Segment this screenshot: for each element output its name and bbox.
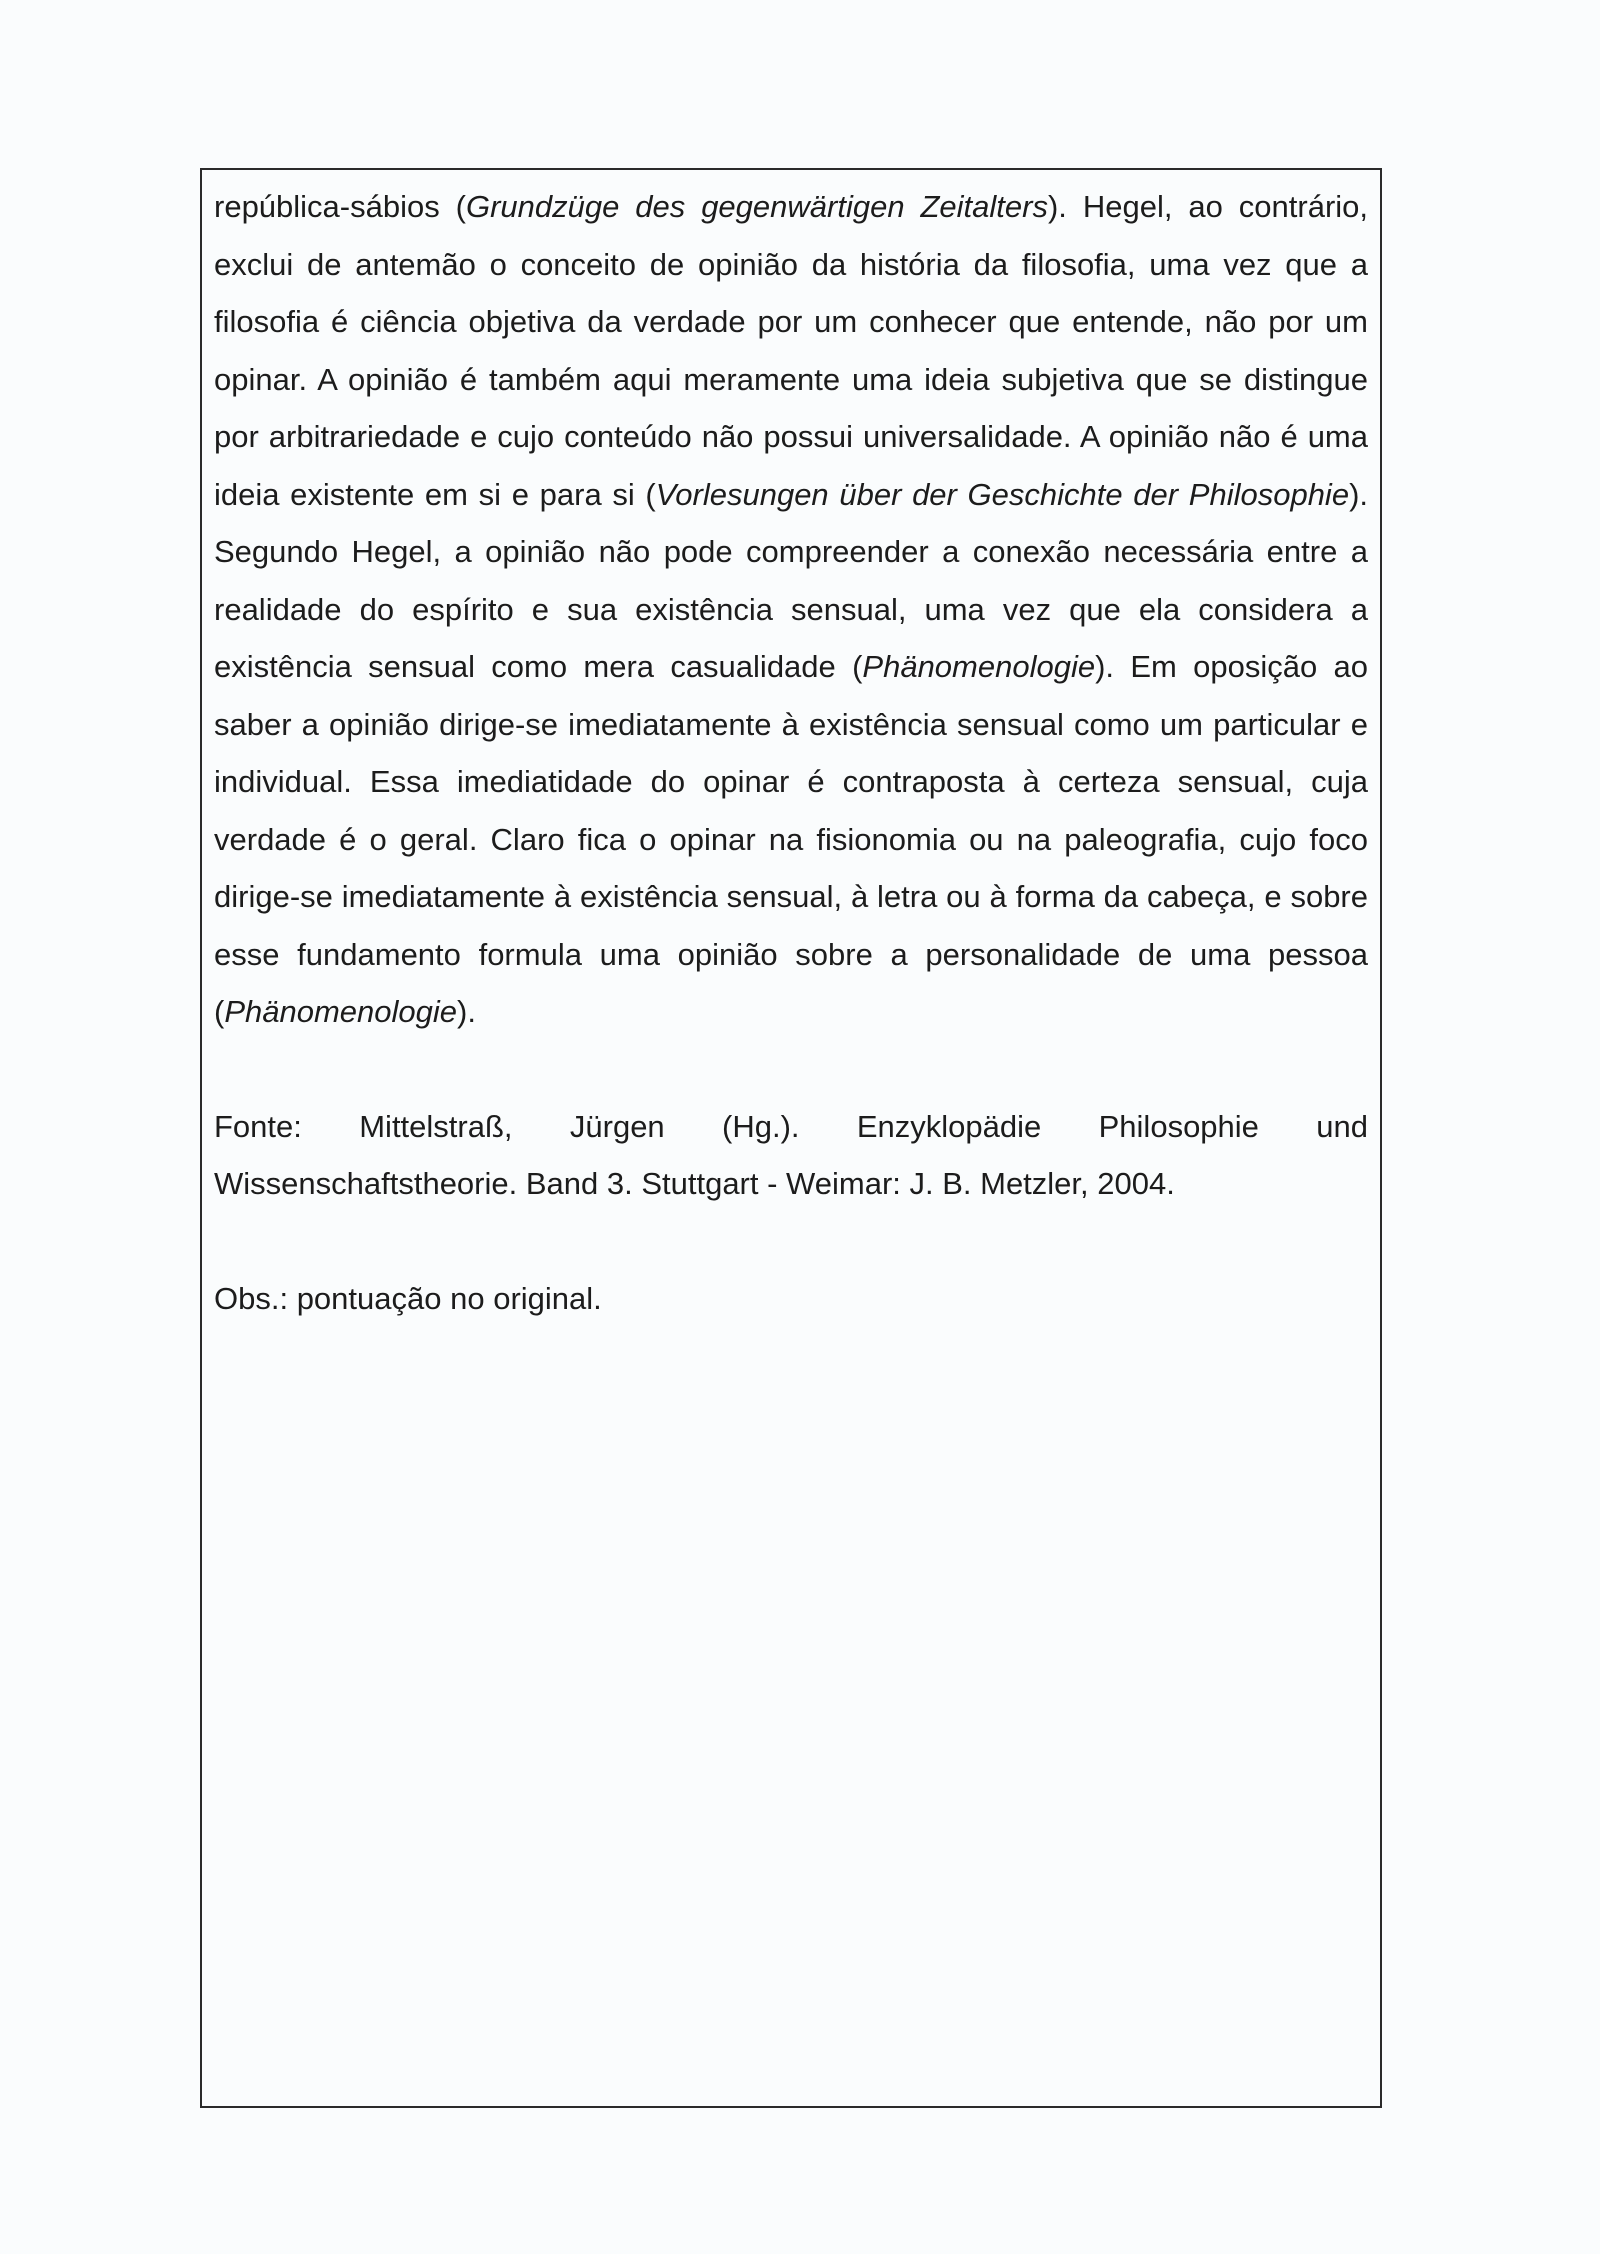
paragraph-segment: ). Hegel, ao contrário, exclui de antemão o conceito de opinião da história da filosofia, uma vez que a filosofia é ciência objetiva da verdade por um conhecer que entende, não por um opinar. A opinião é também aqui meramente uma ideia subjetiva que se distingue por arbitrariedade e cujo conteúdo não possui universalidade. A opinião não é uma ideia existente em si e para si ( [214, 189, 1369, 512]
paragraph-segment: república-sábios ( [214, 189, 466, 224]
book-title-phanomenologie: Phänomenologie [862, 649, 1096, 684]
paragraph-segment: ). Em oposição ao saber a opinião dirige-se imediatamente à existência sensual como um particular e individual. Essa imediatidade do opinar é contraposta à certeza sensual, cuja verdade é o geral. Claro fica o opinar na fisionomia ou na paleografia, cujo foco dirige-se imediatamente à existência sensual, à letra ou à forma da cabeça, e sobre esse fundamento formula uma opinião sobre a personalidade de uma pessoa ( [214, 649, 1368, 1029]
source-citation: Fonte: Mittelstraß, Jürgen (Hg.). Enzyklopädie Philosophie und Wissenschaftstheorie. Band 3. Stuttgart - Weimar: J. B. Metzler, 2004. [214, 1108, 1368, 1201]
observation-note: Obs.: pontuação no original. [214, 1280, 602, 1316]
main-paragraph [214, 178, 1368, 1041]
paragraph-segment: ). Segundo Hegel, a opinião não pode compreender a conexão necessária entre a realidade do espírito e sua existência sensual, uma vez que ela considera a existência sensual como mera casualidade ( [214, 476, 1368, 684]
book-title-grundzuge: Grundzüge des gegenwärtigen Zeitalters [465, 189, 1048, 224]
book-title-vorlesungen: Vorlesungen über der Geschichte der Philosophie [655, 476, 1350, 512]
page-border-frame [200, 168, 1382, 2108]
document-body [214, 178, 1368, 1327]
paragraph-segment: ). [457, 994, 476, 1029]
book-title-phanomenologie: Phänomenologie [224, 994, 458, 1029]
